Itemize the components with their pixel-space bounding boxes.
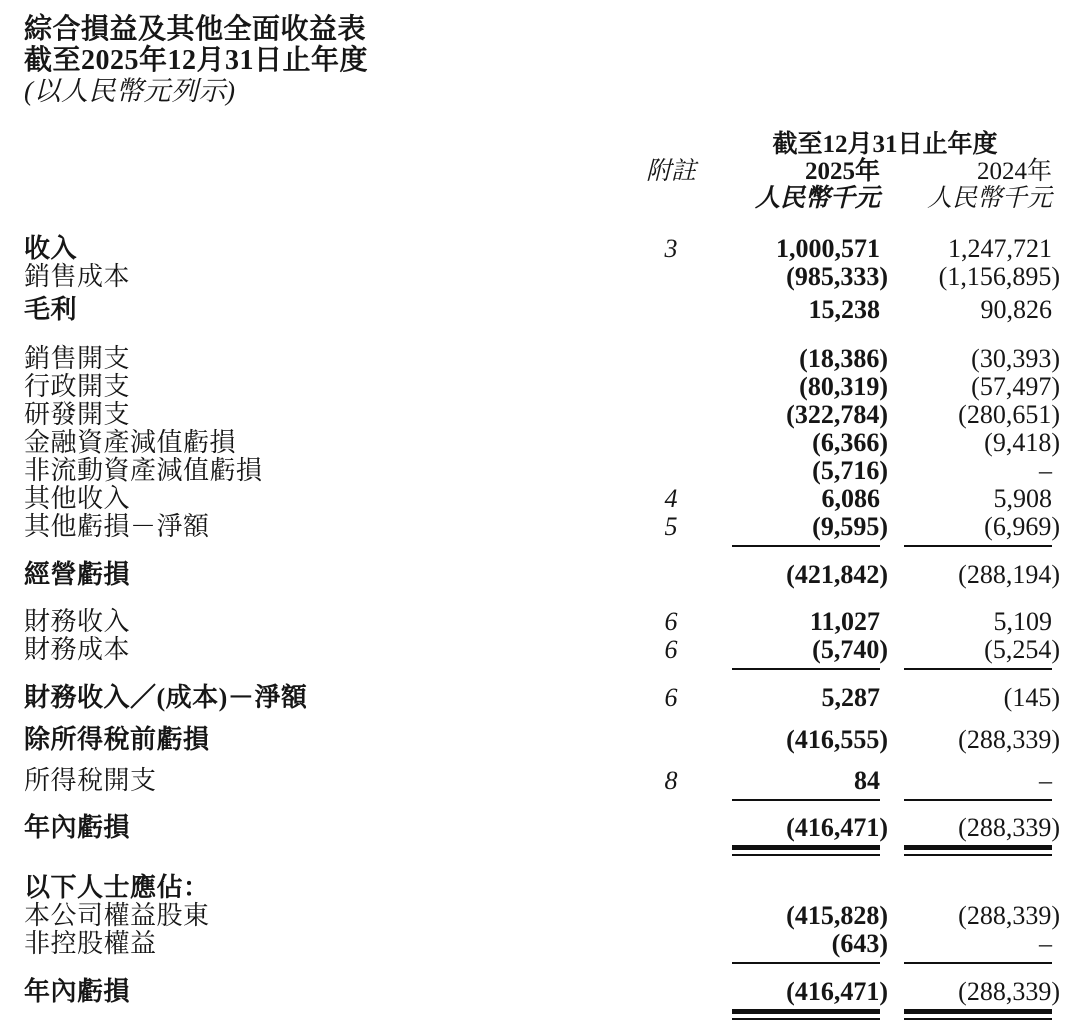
- table-row: [24, 930, 1060, 958]
- value-2024: (1,156,895): [938, 262, 1060, 291]
- value-2025: (5,716): [812, 456, 888, 485]
- value-2024: (30,393): [971, 344, 1060, 373]
- value-2025: (416,555): [786, 725, 888, 754]
- currency-note: (以人民幣元列示): [24, 76, 236, 106]
- period-column-header: 截至12月31日止年度: [772, 131, 998, 158]
- row-label: 財務成本: [24, 635, 131, 664]
- table-row: [24, 636, 1060, 664]
- row-label: 財務收入／(成本)－淨額: [24, 683, 308, 712]
- note-cell: 5: [664, 512, 678, 541]
- statement-rows: [24, 235, 1060, 1020]
- value-2025: (415,828): [786, 901, 888, 930]
- value-2025: (80,319): [799, 372, 888, 401]
- value-2025: (6,366): [812, 428, 888, 457]
- value-2024: (288,339): [958, 901, 1060, 930]
- single-underline-2025: [732, 545, 880, 547]
- value-2025: 11,027: [809, 607, 880, 636]
- single-rule-row: [24, 799, 1060, 801]
- single-underline-2024: [904, 962, 1052, 964]
- year-2024-header: 2024年: [976, 158, 1052, 185]
- value-2025: (416,471): [786, 813, 888, 842]
- value-2024: (57,497): [971, 372, 1060, 401]
- double-rule-row: [24, 1009, 1060, 1020]
- note-cell: 6: [664, 607, 678, 636]
- single-underline-2024: [904, 668, 1052, 670]
- value-2025: (5,740): [812, 635, 888, 664]
- table-row: [24, 485, 1060, 513]
- table-row: [24, 373, 1060, 401]
- unit-2025-header: 人民幣千元: [754, 185, 880, 212]
- table-row: [24, 513, 1060, 541]
- note-cell: 8: [664, 766, 678, 795]
- table-row: [24, 608, 1060, 636]
- row-label: 銷售開支: [24, 344, 131, 373]
- single-underline-2025: [732, 799, 880, 801]
- value-2024: (5,254): [984, 635, 1060, 664]
- table-row: [24, 429, 1060, 457]
- table-header: [24, 131, 1060, 212]
- table-row: [24, 345, 1060, 373]
- value-2025: (416,471): [786, 977, 888, 1006]
- value-2024: 1,247,721: [948, 234, 1052, 263]
- double-underline-2025: [732, 845, 880, 856]
- value-2024: 90,826: [980, 295, 1052, 324]
- value-2024: (288,194): [958, 560, 1060, 589]
- row-label: 行政開支: [24, 372, 131, 401]
- row-label: 非流動資產減值虧損: [24, 456, 263, 485]
- document-header: [24, 14, 1060, 107]
- double-underline-2024: [904, 845, 1052, 856]
- single-rule-row: [24, 545, 1060, 547]
- note-cell: 4: [664, 484, 678, 513]
- table-row: [24, 874, 1060, 902]
- value-2024: 5,109: [993, 607, 1052, 636]
- row-label: 其他虧損－淨額: [24, 512, 210, 541]
- statement-title: 綜合損益及其他全面收益表: [24, 14, 367, 45]
- statement-period: 截至2025年12月31日止年度: [24, 45, 369, 76]
- value-2024: (6,969): [984, 512, 1060, 541]
- header-row-years: [24, 158, 1060, 185]
- row-label: 研發開支: [24, 400, 131, 429]
- single-underline-2024: [904, 799, 1052, 801]
- value-2024: (288,339): [958, 813, 1060, 842]
- year-2025-header: 2025年: [804, 158, 880, 185]
- double-rule-row: [24, 845, 1060, 856]
- value-2025: (421,842): [786, 560, 888, 589]
- table-row: [24, 401, 1060, 429]
- table-row: [24, 561, 1060, 589]
- row-label: 收入: [24, 234, 78, 263]
- row-label: 毛利: [24, 295, 78, 324]
- row-label: 本公司權益股東: [24, 901, 210, 930]
- table-row: [24, 296, 1060, 324]
- value-2024: –: [1039, 929, 1052, 958]
- row-label: 財務收入: [24, 607, 131, 636]
- value-2024: 5,908: [993, 484, 1052, 513]
- value-2024: –: [1039, 766, 1052, 795]
- table-row: [24, 263, 1060, 291]
- double-underline-2025: [732, 1009, 880, 1020]
- single-underline-2025: [732, 668, 880, 670]
- header-row-units: [24, 185, 1060, 212]
- header-row-period: [24, 131, 1060, 158]
- single-underline-2025: [732, 962, 880, 964]
- table-row: [24, 902, 1060, 930]
- value-2024: (288,339): [958, 725, 1060, 754]
- table-row: [24, 235, 1060, 263]
- row-label: 以下人士應佔：: [24, 873, 210, 902]
- row-label: 其他收入: [24, 484, 131, 513]
- table-row: [24, 726, 1060, 754]
- value-2024: (145): [1003, 683, 1060, 712]
- value-2025: (322,784): [786, 400, 888, 429]
- value-2025: (18,386): [799, 344, 888, 373]
- value-2024: (280,651): [958, 400, 1060, 429]
- row-label: 除所得稅前虧損: [24, 725, 210, 754]
- value-2025: (9,595): [812, 512, 888, 541]
- unit-2024-header: 人民幣千元: [926, 185, 1052, 212]
- value-2025: 5,287: [821, 683, 880, 712]
- row-label: 經營虧損: [24, 560, 131, 589]
- single-rule-row: [24, 668, 1060, 670]
- value-2025: 6,086: [821, 484, 880, 513]
- row-label: 所得稅開支: [24, 766, 157, 795]
- note-cell: 6: [664, 683, 678, 712]
- value-2024: (9,418): [984, 428, 1060, 457]
- table-row: [24, 767, 1060, 795]
- value-2025: 15,238: [808, 295, 880, 324]
- table-row: [24, 684, 1060, 712]
- value-2024: (288,339): [958, 977, 1060, 1006]
- row-label: 金融資產減值虧損: [24, 428, 237, 457]
- row-label: 年內虧損: [24, 813, 131, 842]
- notes-column-header: 附註: [645, 158, 696, 185]
- value-2025: 84: [854, 766, 880, 795]
- note-cell: 6: [664, 635, 678, 664]
- row-label: 銷售成本: [24, 262, 131, 291]
- double-underline-2024: [904, 1009, 1052, 1020]
- value-2025: (643): [831, 929, 888, 958]
- value-2025: 1,000,571: [776, 234, 880, 263]
- table-row: [24, 457, 1060, 485]
- note-cell: 3: [664, 234, 678, 263]
- value-2025: (985,333): [786, 262, 888, 291]
- table-row: [24, 978, 1060, 1006]
- row-label: 年內虧損: [24, 977, 131, 1006]
- row-label: 非控股權益: [24, 929, 157, 958]
- table-row: [24, 814, 1060, 842]
- single-rule-row: [24, 962, 1060, 964]
- value-2024: –: [1039, 456, 1052, 485]
- single-underline-2024: [904, 545, 1052, 547]
